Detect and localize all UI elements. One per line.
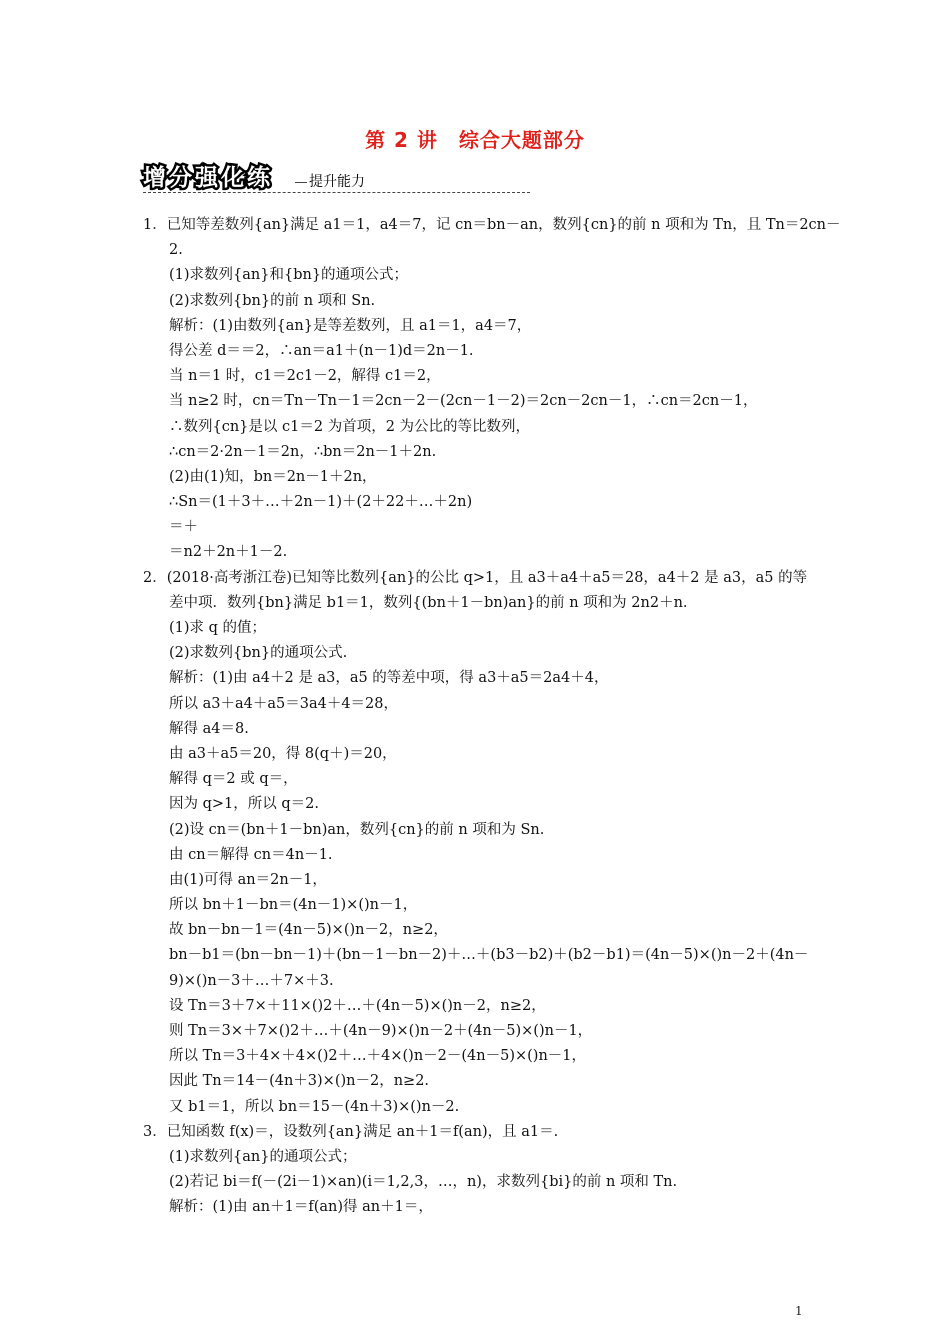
text-line: ∴数列{cn}是以 c1＝2 为首项，2 为公比的等比数列， [169,418,531,435]
banner-main-label: 增分强化练 [143,165,273,191]
text-line: 2. [169,242,183,259]
text-line: (1)求数列{an}和{bn}的通项公式； [169,267,409,284]
text-line: (2)由(1)知，bn＝2n－1＋2n， [169,468,377,485]
text-line: ∴cn＝2·2n－1＝2n，∴bn＝2n－1＋2n. [169,443,437,460]
banner-connector [295,182,307,183]
text-line: 差中项．数列{bn}满足 b1＝1，数列{(bn＋1－bn)an}的前 n 项和为 2n2＋n. [169,594,688,611]
text-line: 9)×()n－3＋…＋7×＋3. [169,972,334,989]
text-line: 因此 Tn＝14－(4n＋3)×()n－2，n≥2. [169,1073,430,1090]
text-line: 则 Tn＝3×＋7×()2＋…＋(4n－9)×()n－2＋(4n－5)×()n－1， [169,1023,593,1039]
text-line: 解析：(1)由 a4＋2 是 a3，a5 的等差中项，得 a3＋a5＝2a4＋4， [169,670,609,687]
text-line: (2)求数列{bn}的前 n 项和 Sn. [169,292,376,309]
text-line: 又 b1＝1，所以 bn＝15－(4n＋3)×()n－2. [169,1098,460,1115]
text-line: 解析：(1)由 an＋1＝f(an)得 an＋1＝， [169,1199,433,1216]
text-line: 当 n≥2 时，cn＝Tn－Tn－1＝2cn－2－(2cn－1－2)＝2cn－2cn－1，∴cn＝2cn－1， [169,393,758,410]
text-line: (2)若记 bi＝f(－(2i－1)×an)(i＝1,2,3，…，n)，求数列{bi}的前 n 项和 Tn. [169,1174,678,1191]
text-line: 3．已知函数 f(x)＝，设数列{an}满足 an＋1＝f(an)，且 a1＝. [143,1123,559,1140]
text-line: (1)求 q 的值； [169,620,267,636]
text-line: 解得 a4＝8. [169,720,249,737]
text-line: 2．(2018·高考浙江卷)已知等比数列{an}的公比 q>1，且 a3＋a4＋a5＝28，a4＋2 是 a3，a5 的等 [143,569,808,586]
page-number: 1 [795,1304,803,1318]
banner-sub-label: 提升能力 [309,174,365,190]
text-line: (1)求数列{an}的通项公式； [169,1148,357,1165]
text-line: 因为 q>1，所以 q＝2. [169,796,319,813]
text-line: 由 cn＝解得 cn＝4n－1. [169,846,333,863]
text-line: 所以 bn＋1－bn＝(4n－1)×()n－1， [169,897,418,914]
text-line: 1．已知等差数列{an}满足 a1＝1，a4＝7，记 cn＝bn－an，数列{cn}的前 n 项和为 Tn，且 Tn＝2cn－ [143,217,841,233]
section-banner [143,164,530,194]
text-line: 当 n＝1 时，c1＝2c1－2，解得 c1＝2， [169,368,441,385]
text-line: 解得 q＝2 或 q＝， [169,771,298,788]
text-line: (2)求数列{bn}的通项公式. [169,645,348,662]
text-line: ∴Sn＝(1＋3＋…＋2n－1)＋(2＋22＋…＋2n) [169,494,473,511]
text-line: 得公差 d＝＝2，∴an＝a1＋(n－1)d＝2n－1. [169,342,474,359]
text-line: bn－b1＝(bn－bn－1)＋(bn－1－bn－2)＋…＋(b3－b2)＋(b2－b1)＝(4n－5)×()n－2＋(4n－ [169,947,809,964]
text-line: (2)设 cn＝(bn＋1－bn)an，数列{cn}的前 n 项和为 Sn. [169,821,545,838]
document-body [143,213,841,1221]
text-line: 所以 Tn＝3＋4×＋4×()2＋…＋4×()n－2－(4n－5)×()n－1， [169,1048,587,1065]
text-line: 所以 a3＋a4＋a5＝3a4＋4＝28， [169,695,398,712]
text-line: 设 Tn＝3＋7×＋11×()2＋…＋(4n－5)×()n－2，n≥2， [169,997,546,1014]
banner-dashed-rule [143,192,530,193]
text-line: ＝n2＋2n＋1－2. [169,544,288,561]
text-line: ＝＋ [169,519,198,536]
text-line: 由(1)可得 an＝2n－1， [169,871,327,888]
text-line: 故 bn－bn－1＝(4n－5)×()n－2，n≥2， [169,922,448,939]
text-line: 由 a3＋a5＝20，得 8(q＋)＝20， [169,745,397,762]
page-title: 第 2 讲 综合大题部分 [365,128,585,152]
text-line: 解析：(1)由数列{an}是等差数列，且 a1＝1，a4＝7， [169,317,532,334]
